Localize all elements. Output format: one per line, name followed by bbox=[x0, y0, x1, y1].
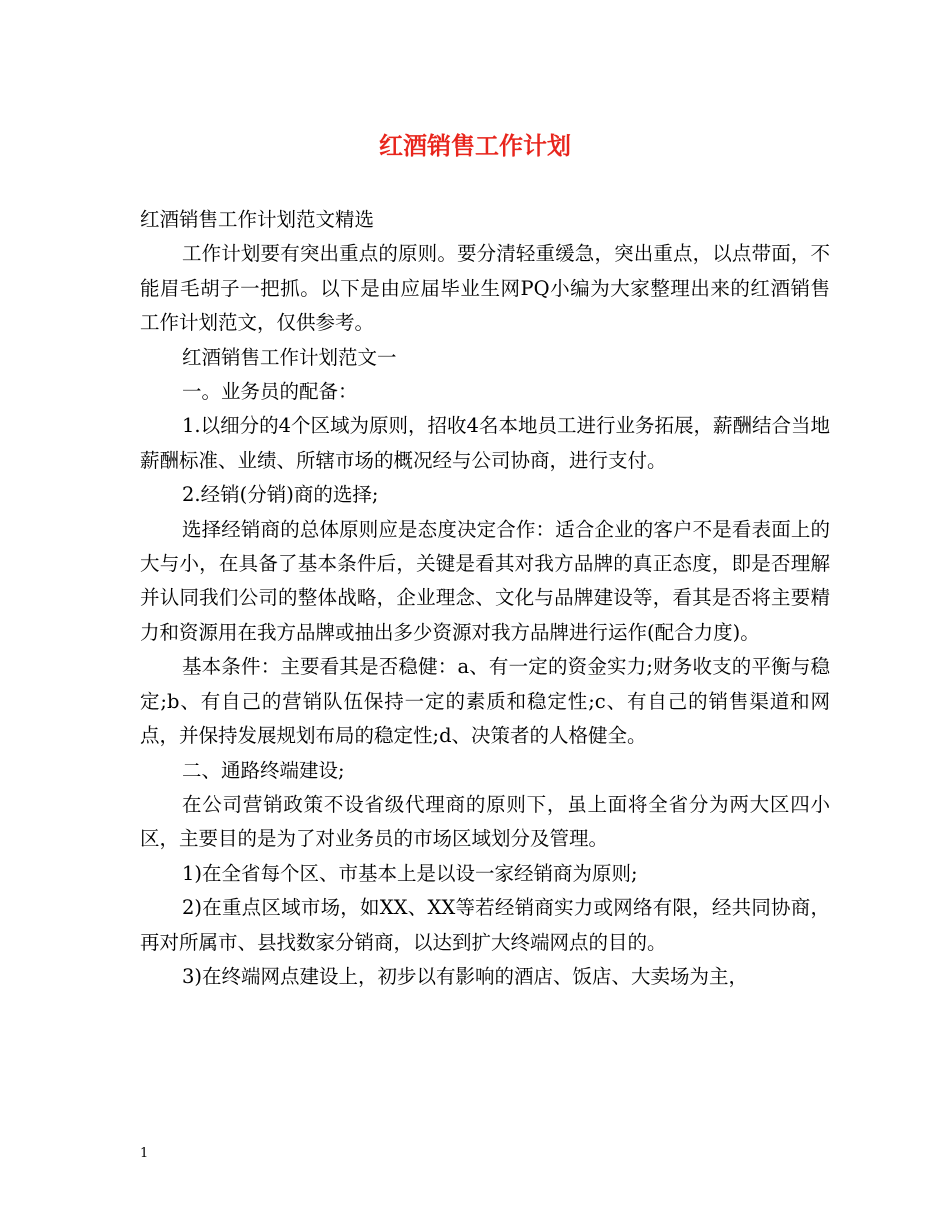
paragraph-dealer-selection: 选择经销商的总体原则应是态度决定合作：适合企业的客户不是看表面上的大与小，在具备了基本条件后，关键是看其对我方品牌的真正态度，即是否理解并认同我们公司的整体战略，企业理念、文化与品牌建设等，看其是否将主要精力和资源用在我方品牌或抽出多少资源对我方品牌进行运作(配合力度)。 bbox=[140, 517, 830, 644]
paragraph-subtitle: 红酒销售工作计划范文精选 bbox=[140, 208, 375, 231]
paragraph-channel-point-1: 1)在全省每个区、市基本上是以设一家经销商为原则; bbox=[182, 861, 638, 885]
paragraph-heading-sample-one: 红酒销售工作计划范文一 bbox=[182, 345, 397, 369]
paragraph-channel-policy: 在公司营销政策不设省级代理商的原则下，虽上面将全省分为两大区四小区，主要目的是为了对业务员的市场区域划分及管理。 bbox=[140, 792, 830, 851]
document-body bbox=[140, 203, 830, 994]
document-title: 红酒销售工作计划 bbox=[379, 132, 571, 160]
page-number: 1 bbox=[140, 1146, 149, 1161]
paragraph-channel-point-2: 2)在重点区域市场，如XX、XX等若经销商实力或网络有限，经共同协商，再对所属市、县找数家分销商，以达到扩大终端网点的目的。 bbox=[140, 896, 830, 954]
paragraph-staffing-point-2: 2.经销(分销)商的选择; bbox=[182, 483, 379, 507]
paragraph-staffing-point-1: 1.以细分的4个区域为原则，招收4名本地员工进行业务拓展，薪酬结合当地薪酬标准、业绩、所辖市场的概况经与公司协商，进行支付。 bbox=[140, 414, 830, 472]
paragraph-channel-point-3: 3)在终端网点建设上，初步以有影响的酒店、饭店、大卖场为主， bbox=[182, 964, 749, 988]
paragraph-basic-conditions: 基本条件：主要看其是否稳健：a、有一定的资金实力;财务收支的平衡与稳定;b、有自己的营销队伍保持一定的素质和稳定性;c、有自己的销售渠道和网点，并保持发展规划布局的稳定性;d、决策者的人格健全。 bbox=[140, 655, 830, 748]
paragraph-section-channel: 二、通路终端建设; bbox=[182, 758, 345, 782]
paragraph-intro: 工作计划要有突出重点的原则。要分清轻重缓急，突出重点，以点带面，不能眉毛胡子一把抓。以下是由应届毕业生网PQ小编为大家整理出来的红酒销售工作计划范文，仅供参考。 bbox=[140, 242, 830, 335]
paragraph-section-staffing: 一。业务员的配备： bbox=[182, 380, 358, 404]
